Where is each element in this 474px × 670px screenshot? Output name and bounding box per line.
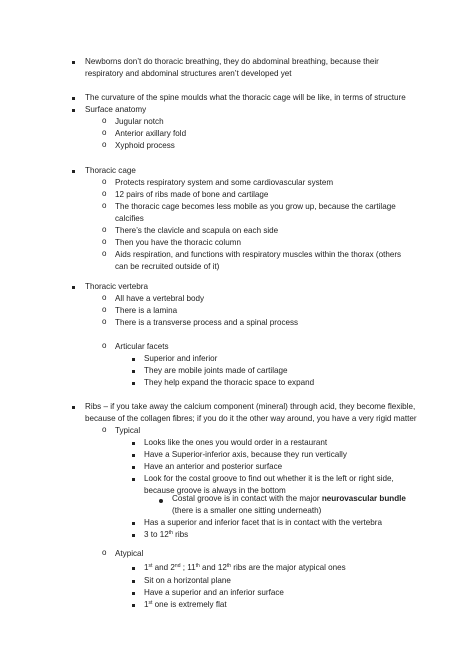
note-line: Anterior axillary fold: [115, 129, 187, 138]
circle-bullet-icon: o: [102, 249, 107, 258]
bullet-icon: [132, 522, 135, 525]
note-line: Sit on a horizontal plane: [144, 576, 231, 585]
note-line: All have a vertebral body: [115, 294, 205, 303]
superscript: nd: [174, 563, 181, 569]
note-line: Look for the costal groove to find out whether it is the left or right side,: [144, 474, 394, 483]
circle-bullet-icon: o: [102, 177, 107, 186]
note-line: Articular facets: [115, 342, 169, 351]
bullet-icon: [132, 604, 135, 607]
note-line: Have a superior and an inferior surface: [144, 588, 284, 597]
note-line: The thoracic cage becomes less mobile as you grow up, because the cartilage: [115, 202, 396, 211]
note-line: Newborns don’t do thoracic breathing, they do abdominal breathing, because their: [85, 57, 379, 66]
bullet-icon: [72, 109, 75, 112]
note-line: calcifies: [115, 214, 144, 223]
bullet-icon: [132, 478, 135, 481]
circle-bullet-icon: o: [102, 305, 107, 314]
bullet-icon: [132, 454, 135, 457]
bullet-icon: [132, 358, 135, 361]
note-line: The curvature of the spine moulds what the thoracic cage will be like, in terms of structure: [85, 93, 406, 102]
note-line: There’s the clavicle and scapula on each side: [115, 226, 279, 235]
text-part: 1: [144, 600, 149, 609]
bullet-icon: [132, 534, 135, 537]
note-line: Ribs – if you take away the calcium component (mineral) through acid, they become flexible,: [85, 402, 416, 411]
circle-bullet-icon: o: [102, 140, 107, 149]
bullet-icon: [159, 499, 163, 503]
bullet-icon: [72, 61, 75, 64]
text-part: and 2: [152, 563, 175, 572]
note-line: Then you have the thoracic column: [115, 238, 241, 247]
bullet-icon: [132, 567, 135, 570]
note-line: Xyphoid process: [115, 141, 175, 150]
circle-bullet-icon: o: [102, 201, 107, 210]
superscript: st: [148, 600, 153, 606]
note-line: [172, 494, 406, 504]
bold-term: neurovascular bundle: [321, 494, 406, 503]
note-line: Thoracic vertebra: [85, 282, 148, 291]
bullet-icon: [72, 406, 75, 409]
bullet-icon: [132, 592, 135, 595]
note-line: There is a lamina: [115, 306, 178, 315]
circle-bullet-icon: o: [102, 341, 107, 350]
note-line: [144, 530, 188, 540]
circle-bullet-icon: o: [102, 225, 107, 234]
text-part: ; 11: [180, 563, 196, 572]
superscript: th: [168, 530, 173, 536]
note-line: Has a superior and inferior facet that is in contact with the vertebra: [144, 518, 382, 527]
bullet-icon: [72, 286, 75, 289]
bullet-icon: [132, 580, 135, 583]
note-line: Typical: [115, 426, 141, 435]
bullet-icon: [132, 466, 135, 469]
circle-bullet-icon: o: [102, 317, 107, 326]
note-line: 12 pairs of ribs made of bone and cartilage: [115, 190, 269, 199]
note-line: Protects respiratory system and some cardiovascular system: [115, 178, 334, 187]
note-line: respiratory and abdominal structures aren’t developed yet: [85, 69, 292, 78]
superscript: st: [148, 563, 153, 569]
text-part: 1: [144, 563, 149, 572]
circle-bullet-icon: o: [102, 189, 107, 198]
text-part: ribs: [172, 530, 189, 539]
text-part: ribs are the major atypical ones: [231, 563, 346, 572]
note-line: [144, 563, 346, 573]
note-line: (there is a smaller one sitting underneath): [172, 506, 322, 515]
bullet-icon: [72, 97, 75, 100]
note-line: They are mobile joints made of cartilage: [144, 366, 288, 375]
note-line: Looks like the ones you would order in a restaurant: [144, 438, 328, 447]
bullet-icon: [72, 170, 75, 173]
costal-groove-text: Costal groove is in contact with the major: [172, 494, 322, 503]
note-line: They help expand the thoracic space to expand: [144, 378, 315, 387]
circle-bullet-icon: o: [102, 237, 107, 246]
text-part: and 12: [199, 563, 227, 572]
bullet-icon: [132, 382, 135, 385]
note-line: Surface anatomy: [85, 105, 147, 114]
note-line: because of the collagen fibres; if you do it the other way around, you have a very rigid matter: [85, 414, 417, 423]
circle-bullet-icon: o: [102, 116, 107, 125]
note-line: Aids respiration, and functions with respiratory muscles within the thorax (others: [115, 250, 402, 259]
note-line: Atypical: [115, 549, 144, 558]
note-line: because groove is always in the bottom: [144, 486, 286, 495]
note-line: [144, 600, 227, 610]
circle-bullet-icon: o: [102, 293, 107, 302]
bullet-icon: [132, 370, 135, 373]
note-line: Thoracic cage: [85, 166, 136, 175]
note-line: Have an anterior and posterior surface: [144, 462, 283, 471]
circle-bullet-icon: o: [102, 128, 107, 137]
superscript: th: [195, 563, 200, 569]
note-line: Superior and inferior: [144, 354, 218, 363]
note-line: Have a Superior-inferior axis, because they run vertically: [144, 450, 347, 459]
bullet-icon: [132, 442, 135, 445]
superscript: th: [226, 563, 231, 569]
circle-bullet-icon: o: [102, 548, 107, 557]
note-line: can be recruited outside of it): [115, 262, 220, 271]
note-line: Jugular notch: [115, 117, 164, 126]
circle-bullet-icon: o: [102, 425, 107, 434]
text-part: 3 to 12: [144, 530, 169, 539]
text-part: one is extremely flat: [152, 600, 227, 609]
note-line: There is a transverse process and a spinal process: [115, 318, 299, 327]
